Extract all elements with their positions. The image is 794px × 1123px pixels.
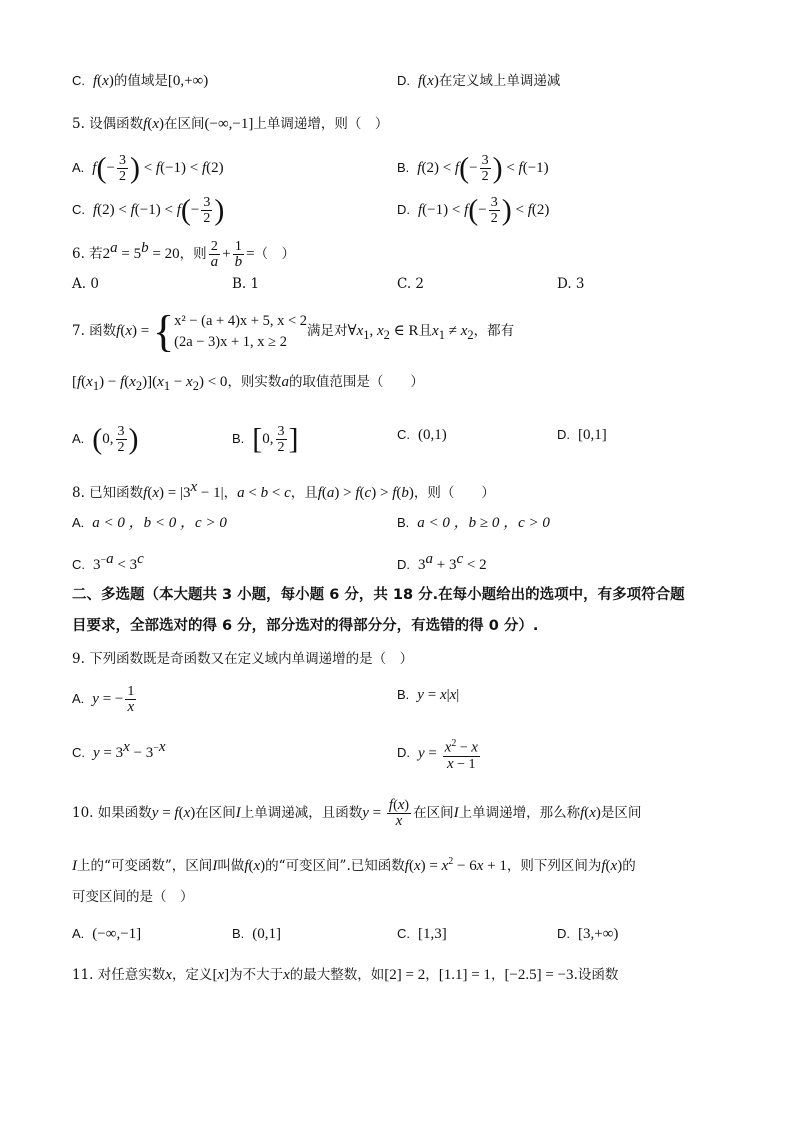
q6-option-d: D. 3 — [557, 276, 585, 292]
q8-stem: 8. 已知函数$f(x) = |3^x - 1|$，a < b < c，且f(a) > f(c) > f(b)，则（ ） — [72, 479, 495, 501]
q5-option-c: C. f(2) < f(−1) < f(− $\frac{3}{2}$ ) — [72, 193, 225, 227]
section2-heading-line2: 目要求，全部选对的得 6 分，部分选对的得部分分，有选错的得 0 分）. — [72, 618, 539, 634]
q7-option-c: C. (0,1) — [397, 427, 447, 443]
q7-piece-2: (2a − 3)x + 1, x ≥ 2 — [174, 333, 288, 350]
q6-option-c: C. 2 — [397, 276, 425, 292]
q9-option-b: B. y = x|x| — [397, 687, 460, 703]
q5-stem: 5. 设偶函数f(x)在区间(−∞,−1]上单调递增，则（ ） — [72, 116, 389, 132]
q7-option-b: B. [0, $\frac{3}{2}$ ] — [232, 422, 299, 456]
section2-heading-line1: 二、多选题（本大题共 3 小题，每小题 6 分，共 18 分.在每小题给出的选项中，有多项符合题 — [72, 587, 685, 603]
q5-option-b: B. f(2) < f(− $\frac{3}{2}$ ) < f(−1) — [397, 151, 549, 185]
q8-option-a: A. a < 0 ，b < 0 ，c > 0 — [72, 515, 227, 531]
q10-option-c: C. [1,3] — [397, 926, 447, 942]
q6-option-a: A. 0 — [72, 276, 99, 292]
q8-option-b: B. a < 0 ，b ≥ 0 ，c > 0 — [397, 515, 550, 531]
q7-stem-2: $[f(x_1) - f(x_2)](x_1 - x_2) < 0$，则实数a的取值范围是（ ） — [72, 374, 424, 393]
q10-option-b: B. (0,1] — [232, 926, 282, 942]
q11-stem: 11. 对任意实数x，定义[x]为不大于x的最大整数，如[2] = 2，[1.1] = 1，[−2.5] = −3.设函数 — [72, 967, 619, 983]
q6-stem: 6. 若$2^a = 5^b = 20$，则 $\frac{2}{a}$ + $\frac{1}{b}$ =（ ） — [72, 239, 296, 270]
q10-option-d: D. [3,+∞) — [557, 926, 619, 942]
q8-option-c: C. $3^{-a} < 3^c$ — [72, 551, 144, 573]
q8-option-d: D. $3^a + 3^c < 2$ — [397, 551, 487, 573]
q10-stem-3: 可变区间的是（ ） — [72, 889, 194, 905]
q7-stem: 7. 函数f(x) = { x² − (a + 4)x + 5, x < 2 (2a − 3)x + 1, x ≥ 2 满足对$\forall x_1$, $x_2$ ∈ R且$x_1 \ne x_2$，都有 — [72, 306, 515, 356]
q7-piece-1: x² − (a + 4)x + 5, x < 2 — [174, 312, 308, 329]
q10-stem-2: I上的“可变函数”，区间I叫做f(x)的“可变区间”.已知函数$f(x) = x^2 - 6x + 1$，则下列区间为f(x)的 — [72, 856, 636, 874]
q7-option-a: A. (0, $\frac{3}{2}$ ) — [72, 422, 139, 456]
q9-option-a: A. y = − $\frac{1}{x}$ — [72, 684, 135, 715]
q10-option-a: A. (−∞,−1] — [72, 926, 142, 942]
q9-option-d: D. y = $\frac{x^2 - x}{x - 1}$ — [397, 738, 478, 772]
q5-option-a: A. f(− $\frac{3}{2}$ ) < f(−1) < f(2) — [72, 151, 224, 185]
q4-option-c: C. f(x)的值域是[0,+∞) — [72, 73, 209, 89]
q5-option-d: D. f(−1) < f(− $\frac{3}{2}$ ) < f(2) — [397, 193, 550, 227]
q4-option-d: D. f(x)在定义域上单调递减 — [397, 73, 561, 89]
q9-option-c: C. $y = 3^x - 3^{-x}$ — [72, 739, 166, 761]
q6-option-b: B. 1 — [232, 276, 260, 292]
q9-stem: 9. 下列函数既是奇函数又在定义域内单调递增的是（ ） — [72, 651, 414, 667]
q10-stem-1: 10. 如果函数y = f(x)在区间I上单调递减，且函数y = $\frac{f(x)}{x}$ 在区间I上单调递增，那么称f(x)是区间 — [72, 797, 642, 829]
q7-option-d: D. [0,1] — [557, 427, 607, 443]
